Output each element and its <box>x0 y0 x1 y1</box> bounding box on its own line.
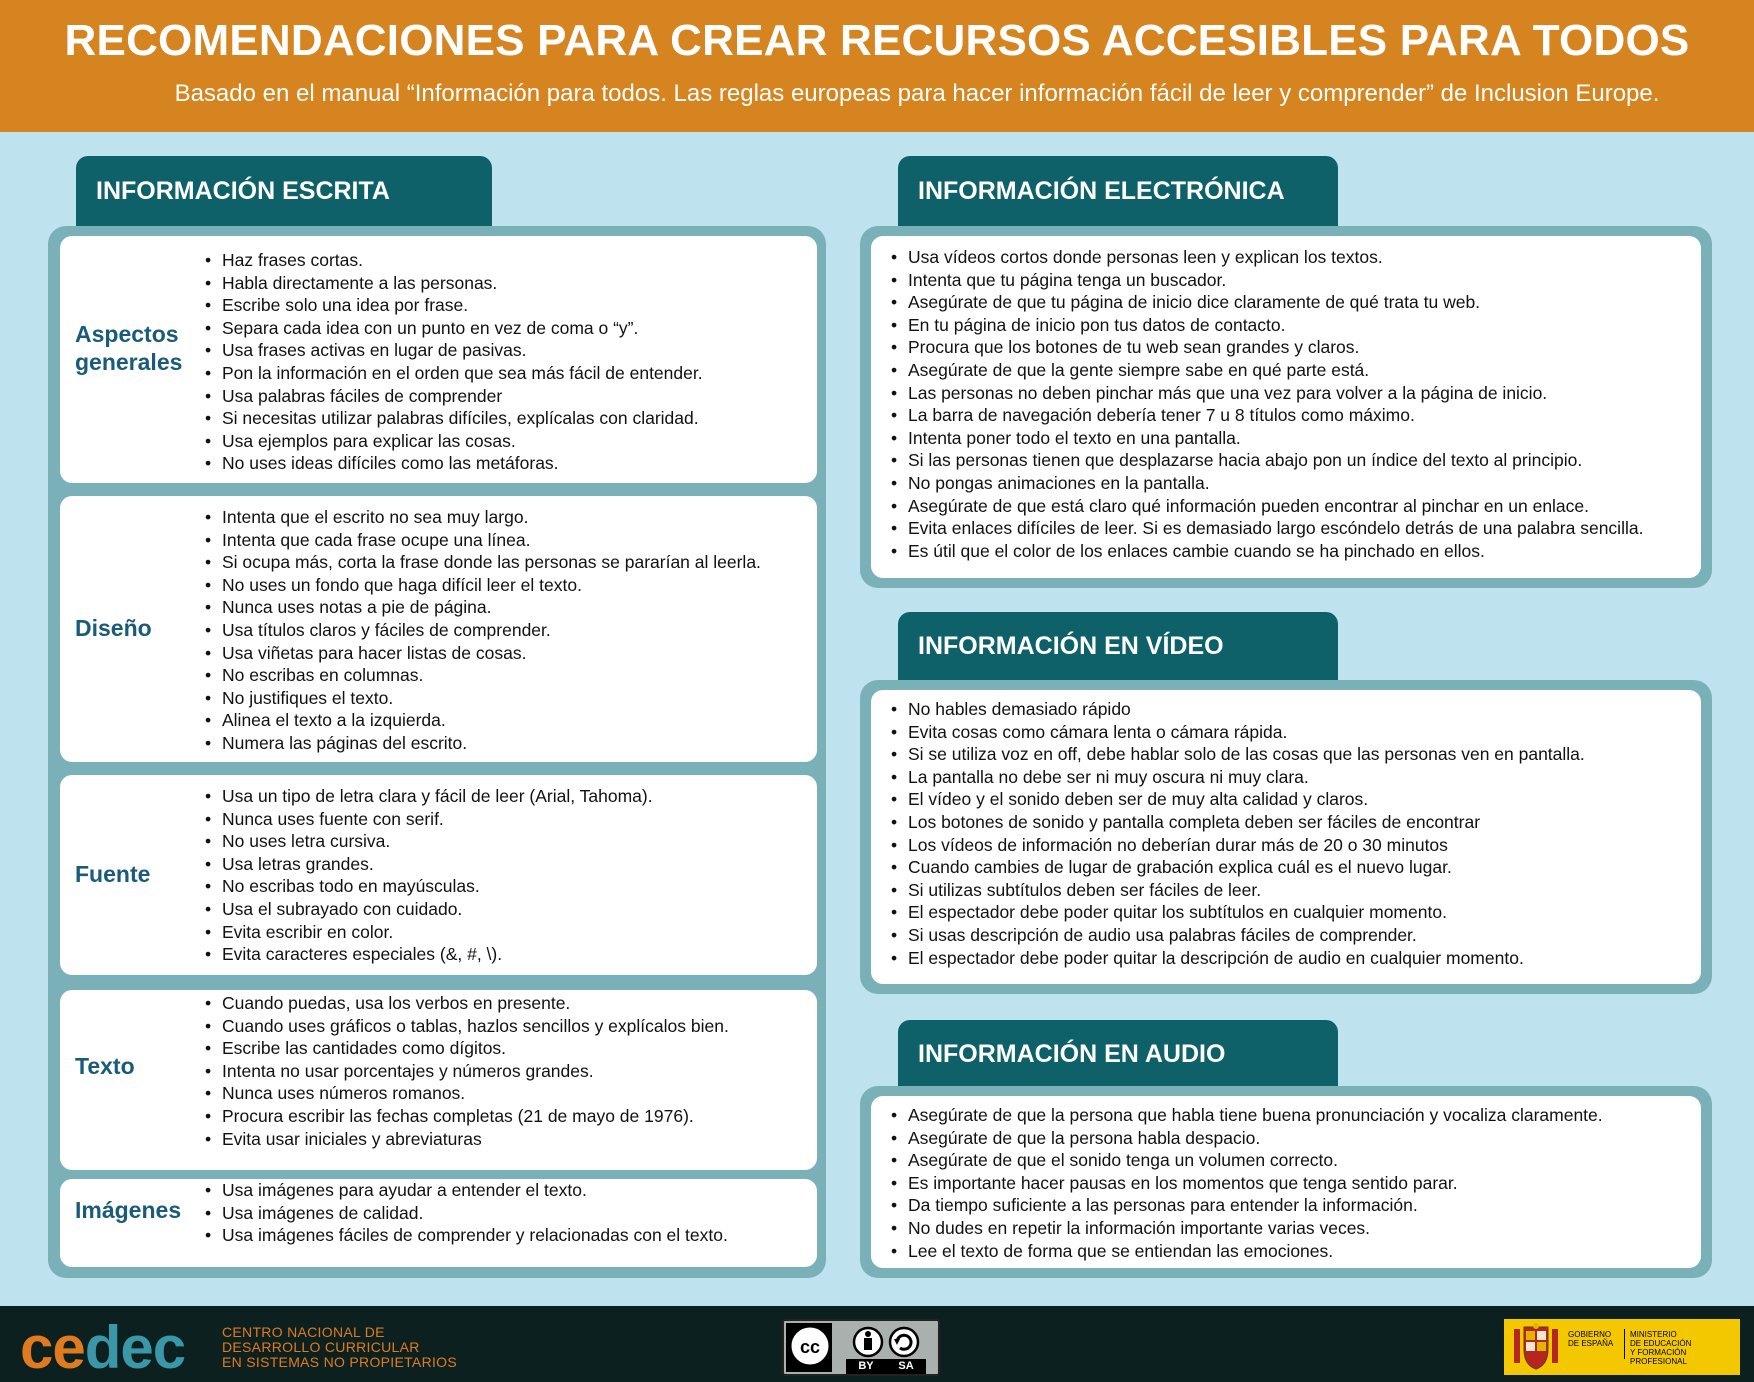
list-item: • Usa imágenes para ayudar a entender el texto. <box>203 1179 728 1202</box>
section-title-electronica: INFORMACIÓN ELECTRÓNICA <box>918 176 1285 205</box>
list-item: • Evita escribir en color. <box>203 921 653 944</box>
list-item: • Es importante hacer pausas en los momentos que tenga sentido parar. <box>889 1172 1603 1195</box>
list-item: • No pongas animaciones en la pantalla. <box>889 472 1643 495</box>
list-item: • Haz frases cortas. <box>203 249 703 272</box>
list-item: • El espectador debe poder quitar los subtítulos en cualquier momento. <box>889 901 1585 924</box>
section-title-audio: INFORMACIÓN EN AUDIO <box>918 1039 1226 1068</box>
list-item: • No uses letra cursiva. <box>203 830 653 853</box>
category-label: Fuente <box>75 861 151 887</box>
list-item: • Cuando uses gráficos o tablas, hazlos sencillos y explícalos bien. <box>203 1015 729 1038</box>
list-item: • Procura escribir las fechas completas (21 de mayo de 1976). <box>203 1105 729 1128</box>
list-item: • Los botones de sonido y pantalla completa deben ser fáciles de encontrar <box>889 811 1585 834</box>
list-item: • No hables demasiado rápido <box>889 698 1585 721</box>
item-list <box>889 246 1643 562</box>
list-item: • Si utilizas subtítulos deben ser fáciles de leer. <box>889 879 1585 902</box>
list-item: • Asegúrate de que está claro qué información pueden encontrar al pinchar en un enlace. <box>889 495 1643 518</box>
section-title-video: INFORMACIÓN EN VÍDEO <box>918 631 1224 660</box>
section-title-escrita: INFORMACIÓN ESCRITA <box>96 176 390 205</box>
list-item: • El espectador debe poder quitar la descripción de audio en cualquier momento. <box>889 947 1585 970</box>
item-list <box>203 249 703 475</box>
section-imagenes <box>60 1179 817 1267</box>
list-item: • No escribas todo en mayúsculas. <box>203 875 653 898</box>
list-item: • No uses ideas difíciles como las metáforas. <box>203 452 703 475</box>
section-aspectos-generales <box>60 236 817 483</box>
list-item: • El vídeo y el sonido deben ser de muy alta calidad y claros. <box>889 788 1585 811</box>
list-item: • Si las personas tienen que desplazarse hacia abajo pon un índice del texto al principio. <box>889 449 1643 472</box>
list-item: • Asegúrate de que tu página de inicio dice claramente de qué trata tu web. <box>889 291 1643 314</box>
list-item: • Las personas no deben pinchar más que una vez para volver a la página de inicio. <box>889 382 1643 405</box>
list-item: • Alinea el texto a la izquierda. <box>203 709 761 732</box>
panel-informacion-electronica <box>860 226 1712 588</box>
item-list <box>203 506 761 755</box>
tab-informacion-escrita <box>76 156 492 226</box>
page-subtitle: Basado en el manual “Información para todos. Las reglas europeas para hacer información fácil de leer y comprender” de Inclusion Europe. <box>174 80 1660 107</box>
list-item: • Cuando cambies de lugar de grabación explica cuál es el nuevo lugar. <box>889 856 1585 879</box>
category-label: Texto <box>75 1053 135 1079</box>
cedec-logo: cedec <box>20 1314 186 1381</box>
ministerio-label: MINISTERIO DE EDUCACIÓN Y FORMACIÓN PROFESIONAL <box>1630 1330 1692 1366</box>
list-item: • Usa un tipo de letra clara y fácil de leer (Arial, Tahoma). <box>203 785 653 808</box>
electronica-box <box>871 236 1701 578</box>
list-item: • Numera las páginas del escrito. <box>203 732 761 755</box>
list-item: • No justifiques el texto. <box>203 687 761 710</box>
list-item: • Nunca uses fuente con serif. <box>203 808 653 831</box>
list-item: • Pon la información en el orden que sea más fácil de entender. <box>203 362 703 385</box>
list-item: • Separa cada idea con un punto en vez de coma o “y”. <box>203 317 703 340</box>
cc-by-label: BY <box>846 1359 886 1374</box>
list-item: • Si necesitas utilizar palabras difíciles, explícalas con claridad. <box>203 407 703 430</box>
list-item: • Usa letras grandes. <box>203 853 653 876</box>
list-item: • Evita caracteres especiales (&, #, \). <box>203 943 653 966</box>
list-item: • Escribe solo una idea por frase. <box>203 294 703 317</box>
item-list <box>203 992 729 1150</box>
list-item: • Intenta que cada frase ocupe una línea. <box>203 529 761 552</box>
list-item: • Evita usar iniciales y abreviaturas <box>203 1128 729 1151</box>
item-list <box>203 1179 728 1247</box>
list-item: • Usa títulos claros y fáciles de comprender. <box>203 619 761 642</box>
list-item: • Usa viñetas para hacer listas de cosas. <box>203 642 761 665</box>
tab-informacion-video <box>898 612 1338 680</box>
list-item: • Asegúrate de que la persona habla despacio. <box>889 1127 1603 1150</box>
cedec-description: CENTRO NACIONAL DE DESARROLLO CURRICULAR EN SISTEMAS NO PROPIETARIOS <box>222 1324 457 1370</box>
list-item: • Habla directamente a las personas. <box>203 272 703 295</box>
list-item: • Si usas descripción de audio usa palabras fáciles de comprender. <box>889 924 1585 947</box>
list-item: • No dudes en repetir la información importante varias veces. <box>889 1217 1603 1240</box>
section-fuente <box>60 775 817 975</box>
list-item: • Usa palabras fáciles de comprender <box>203 385 703 408</box>
page-title: RECOMENDACIONES PARA CREAR RECURSOS ACCESIBLES PARA TODOS <box>64 16 1690 65</box>
list-item: • Si se utiliza voz en off, debe hablar solo de las cosas que las personas ven en pantalla. <box>889 743 1585 766</box>
list-item: • Lee el texto de forma que se entiendan las emociones. <box>889 1240 1603 1263</box>
list-item: • No escribas en columnas. <box>203 664 761 687</box>
list-item: • Asegúrate de que la persona que habla tiene buena pronunciación y vocaliza claramente. <box>889 1104 1603 1127</box>
list-item: • Los vídeos de información no deberían durar más de 20 o 30 minutos <box>889 834 1585 857</box>
list-item: • Usa vídeos cortos donde personas leen y explican los textos. <box>889 246 1643 269</box>
list-item: • Nunca uses notas a pie de página. <box>203 596 761 619</box>
category-label: Diseño <box>75 615 152 641</box>
item-list <box>889 1104 1603 1262</box>
list-item: • Si ocupa más, corta la frase donde las personas se pararían al leerla. <box>203 551 761 574</box>
tab-informacion-electronica <box>898 156 1338 226</box>
list-item: • Procura que los botones de tu web sean grandes y claros. <box>889 336 1643 359</box>
list-item: • Usa frases activas en lugar de pasivas. <box>203 339 703 362</box>
category-label: Imágenes <box>75 1197 182 1223</box>
list-item: • Asegúrate de que la gente siempre sabe en qué parte está. <box>889 359 1643 382</box>
list-item: • No uses un fondo que haga difícil leer el texto. <box>203 574 761 597</box>
list-item: • La barra de navegación debería tener 7 u 8 títulos como máximo. <box>889 404 1643 427</box>
gobierno-espana-logo <box>1504 1319 1740 1375</box>
creative-commons-badge <box>782 1319 940 1376</box>
svg-text:cc: cc <box>799 1337 821 1357</box>
video-box <box>871 690 1701 984</box>
list-item: • Evita enlaces difíciles de leer. Si es demasiado largo escóndelo detrás de una palabra sencilla. <box>889 517 1643 540</box>
list-item: • Es útil que el color de los enlaces cambie cuando se ha pinchado en ellos. <box>889 540 1643 563</box>
page-header <box>0 0 1754 132</box>
list-item: • Intenta no usar porcentajes y números grandes. <box>203 1060 729 1083</box>
list-item: • En tu página de inicio pon tus datos de contacto. <box>889 314 1643 337</box>
panel-informacion-escrita <box>48 226 826 1278</box>
audio-box <box>871 1096 1701 1268</box>
list-item: • Asegúrate de que el sonido tenga un volumen correcto. <box>889 1149 1603 1172</box>
panel-informacion-audio <box>860 1086 1712 1278</box>
list-item: • Usa ejemplos para explicar las cosas. <box>203 430 703 453</box>
list-item: • Nunca uses números romanos. <box>203 1082 729 1105</box>
gobierno-label: GOBIERNO DE ESPAÑA <box>1568 1330 1614 1348</box>
list-item: • Intenta poner todo el texto en una pantalla. <box>889 427 1643 450</box>
list-item: • Usa el subrayado con cuidado. <box>203 898 653 921</box>
list-item: • Escribe las cantidades como dígitos. <box>203 1037 729 1060</box>
item-list <box>203 785 653 966</box>
section-diseno <box>60 496 817 762</box>
list-item: • Da tiempo suficiente a las personas para entender la información. <box>889 1194 1603 1217</box>
item-list <box>889 698 1585 969</box>
list-item: • Usa imágenes de calidad. <box>203 1202 728 1225</box>
panel-informacion-video <box>860 680 1712 994</box>
list-item: • Intenta que el escrito no sea muy largo. <box>203 506 761 529</box>
list-item: • Usa imágenes fáciles de comprender y relacionadas con el texto. <box>203 1224 728 1247</box>
coat-of-arms-icon <box>1512 1323 1560 1371</box>
page-footer <box>0 1306 1754 1382</box>
category-label: Aspectos generales <box>75 321 183 375</box>
section-texto <box>60 990 817 1170</box>
list-item: • La pantalla no debe ser ni muy oscura ni muy clara. <box>889 766 1585 789</box>
list-item: • Evita cosas como cámara lenta o cámara rápida. <box>889 721 1585 744</box>
cc-sa-label: SA <box>886 1359 926 1374</box>
tab-informacion-audio <box>898 1020 1338 1088</box>
list-item: • Cuando puedas, usa los verbos en presente. <box>203 992 729 1015</box>
list-item: • Intenta que tu página tenga un buscador. <box>889 269 1643 292</box>
